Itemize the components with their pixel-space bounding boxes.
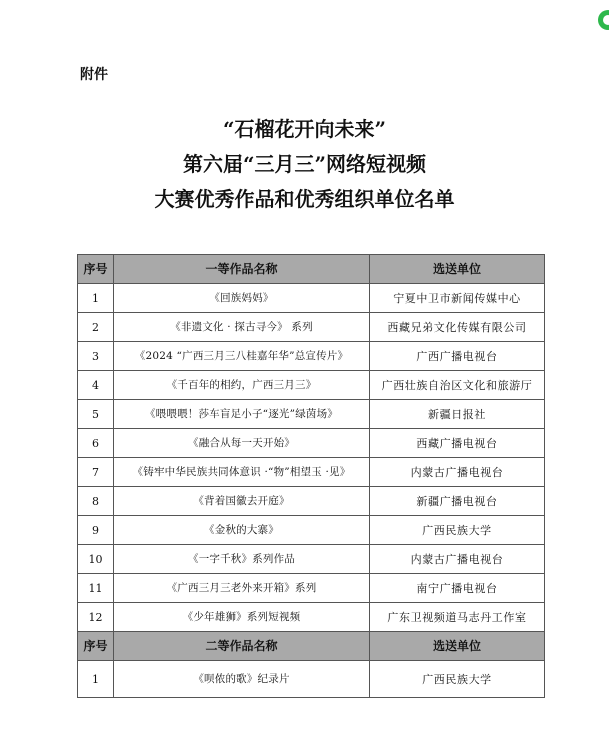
table-row	[78, 342, 545, 371]
row-number: 7	[78, 458, 114, 487]
work-title: 《少年雄狮》系列短视频	[114, 603, 370, 632]
row-number: 10	[78, 545, 114, 574]
submitting-unit: 新疆日报社	[370, 400, 545, 429]
row-number: 8	[78, 487, 114, 516]
second-prize-header-row	[78, 632, 545, 661]
work-title: 《一字千秋》系列作品	[114, 545, 370, 574]
header-no: 序号	[78, 255, 114, 284]
row-number: 6	[78, 429, 114, 458]
row-number: 9	[78, 516, 114, 545]
table-row	[78, 516, 545, 545]
row-number: 12	[78, 603, 114, 632]
table-row	[78, 574, 545, 603]
table-row	[78, 545, 545, 574]
row-number: 11	[78, 574, 114, 603]
header-first-prize-work: 一等作品名称	[114, 255, 370, 284]
work-title: 《融合从每一天开始》	[114, 429, 370, 458]
table-row	[78, 284, 545, 313]
work-title: 《背着国徽去开庭》	[114, 487, 370, 516]
submitting-unit: 广西民族大学	[370, 661, 545, 698]
submitting-unit: 内蒙古广播电视台	[370, 545, 545, 574]
submitting-unit: 广东卫视频道马志丹工作室	[370, 603, 545, 632]
row-number: 2	[78, 313, 114, 342]
work-title: 《非遗文化 · 探古寻今》 系列	[114, 313, 370, 342]
submitting-unit: 广西广播电视台	[370, 342, 545, 371]
work-title: 《呗侬的歌》纪录片	[114, 661, 370, 698]
submitting-unit: 西藏兄弟文化传媒有限公司	[370, 313, 545, 342]
submitting-unit: 广西民族大学	[370, 516, 545, 545]
row-number: 1	[78, 661, 114, 698]
header-no: 序号	[78, 632, 114, 661]
row-number: 3	[78, 342, 114, 371]
work-title: 《2024 “广西三月三八桂嘉年华”总宣传片》	[114, 342, 370, 371]
awards-table	[77, 254, 545, 698]
submitting-unit: 西藏广播电视台	[370, 429, 545, 458]
attachment-label: 附件	[80, 67, 108, 83]
table-row	[78, 458, 545, 487]
corner-badge-icon	[598, 10, 609, 30]
table-row	[78, 371, 545, 400]
header-second-prize-work: 二等作品名称	[114, 632, 370, 661]
title-line-2: 第六届“三月三”网络短视频	[182, 152, 426, 176]
row-number: 4	[78, 371, 114, 400]
table-row	[78, 429, 545, 458]
title-line-1: “石榴花开向未来”	[222, 117, 386, 141]
submitting-unit: 宁夏中卫市新闻传媒中心	[370, 284, 545, 313]
table-row	[78, 487, 545, 516]
table-row	[78, 603, 545, 632]
first-prize-header-row	[78, 255, 545, 284]
row-number: 1	[78, 284, 114, 313]
submitting-unit: 广西壮族自治区文化和旅游厅	[370, 371, 545, 400]
work-title: 《金秋的大寨》	[114, 516, 370, 545]
work-title: 《千百年的相约，广西三月三》	[114, 371, 370, 400]
header-unit: 选送单位	[370, 255, 545, 284]
table-row	[78, 313, 545, 342]
work-title: 《回族妈妈》	[114, 284, 370, 313]
table-row	[78, 661, 545, 698]
header-unit: 选送单位	[370, 632, 545, 661]
work-title: 《广西三月三老外来开箱》系列	[114, 574, 370, 603]
work-title: 《喂喂喂！莎车盲足小子“逐光”绿茵场》	[114, 400, 370, 429]
submitting-unit: 南宁广播电视台	[370, 574, 545, 603]
work-title: 《铸牢中华民族共同体意识 ·“物”相望玉 ·见》	[114, 458, 370, 487]
submitting-unit: 内蒙古广播电视台	[370, 458, 545, 487]
submitting-unit: 新疆广播电视台	[370, 487, 545, 516]
table-row	[78, 400, 545, 429]
row-number: 5	[78, 400, 114, 429]
title-line-3: 大赛优秀作品和优秀组织单位名单	[154, 187, 455, 211]
